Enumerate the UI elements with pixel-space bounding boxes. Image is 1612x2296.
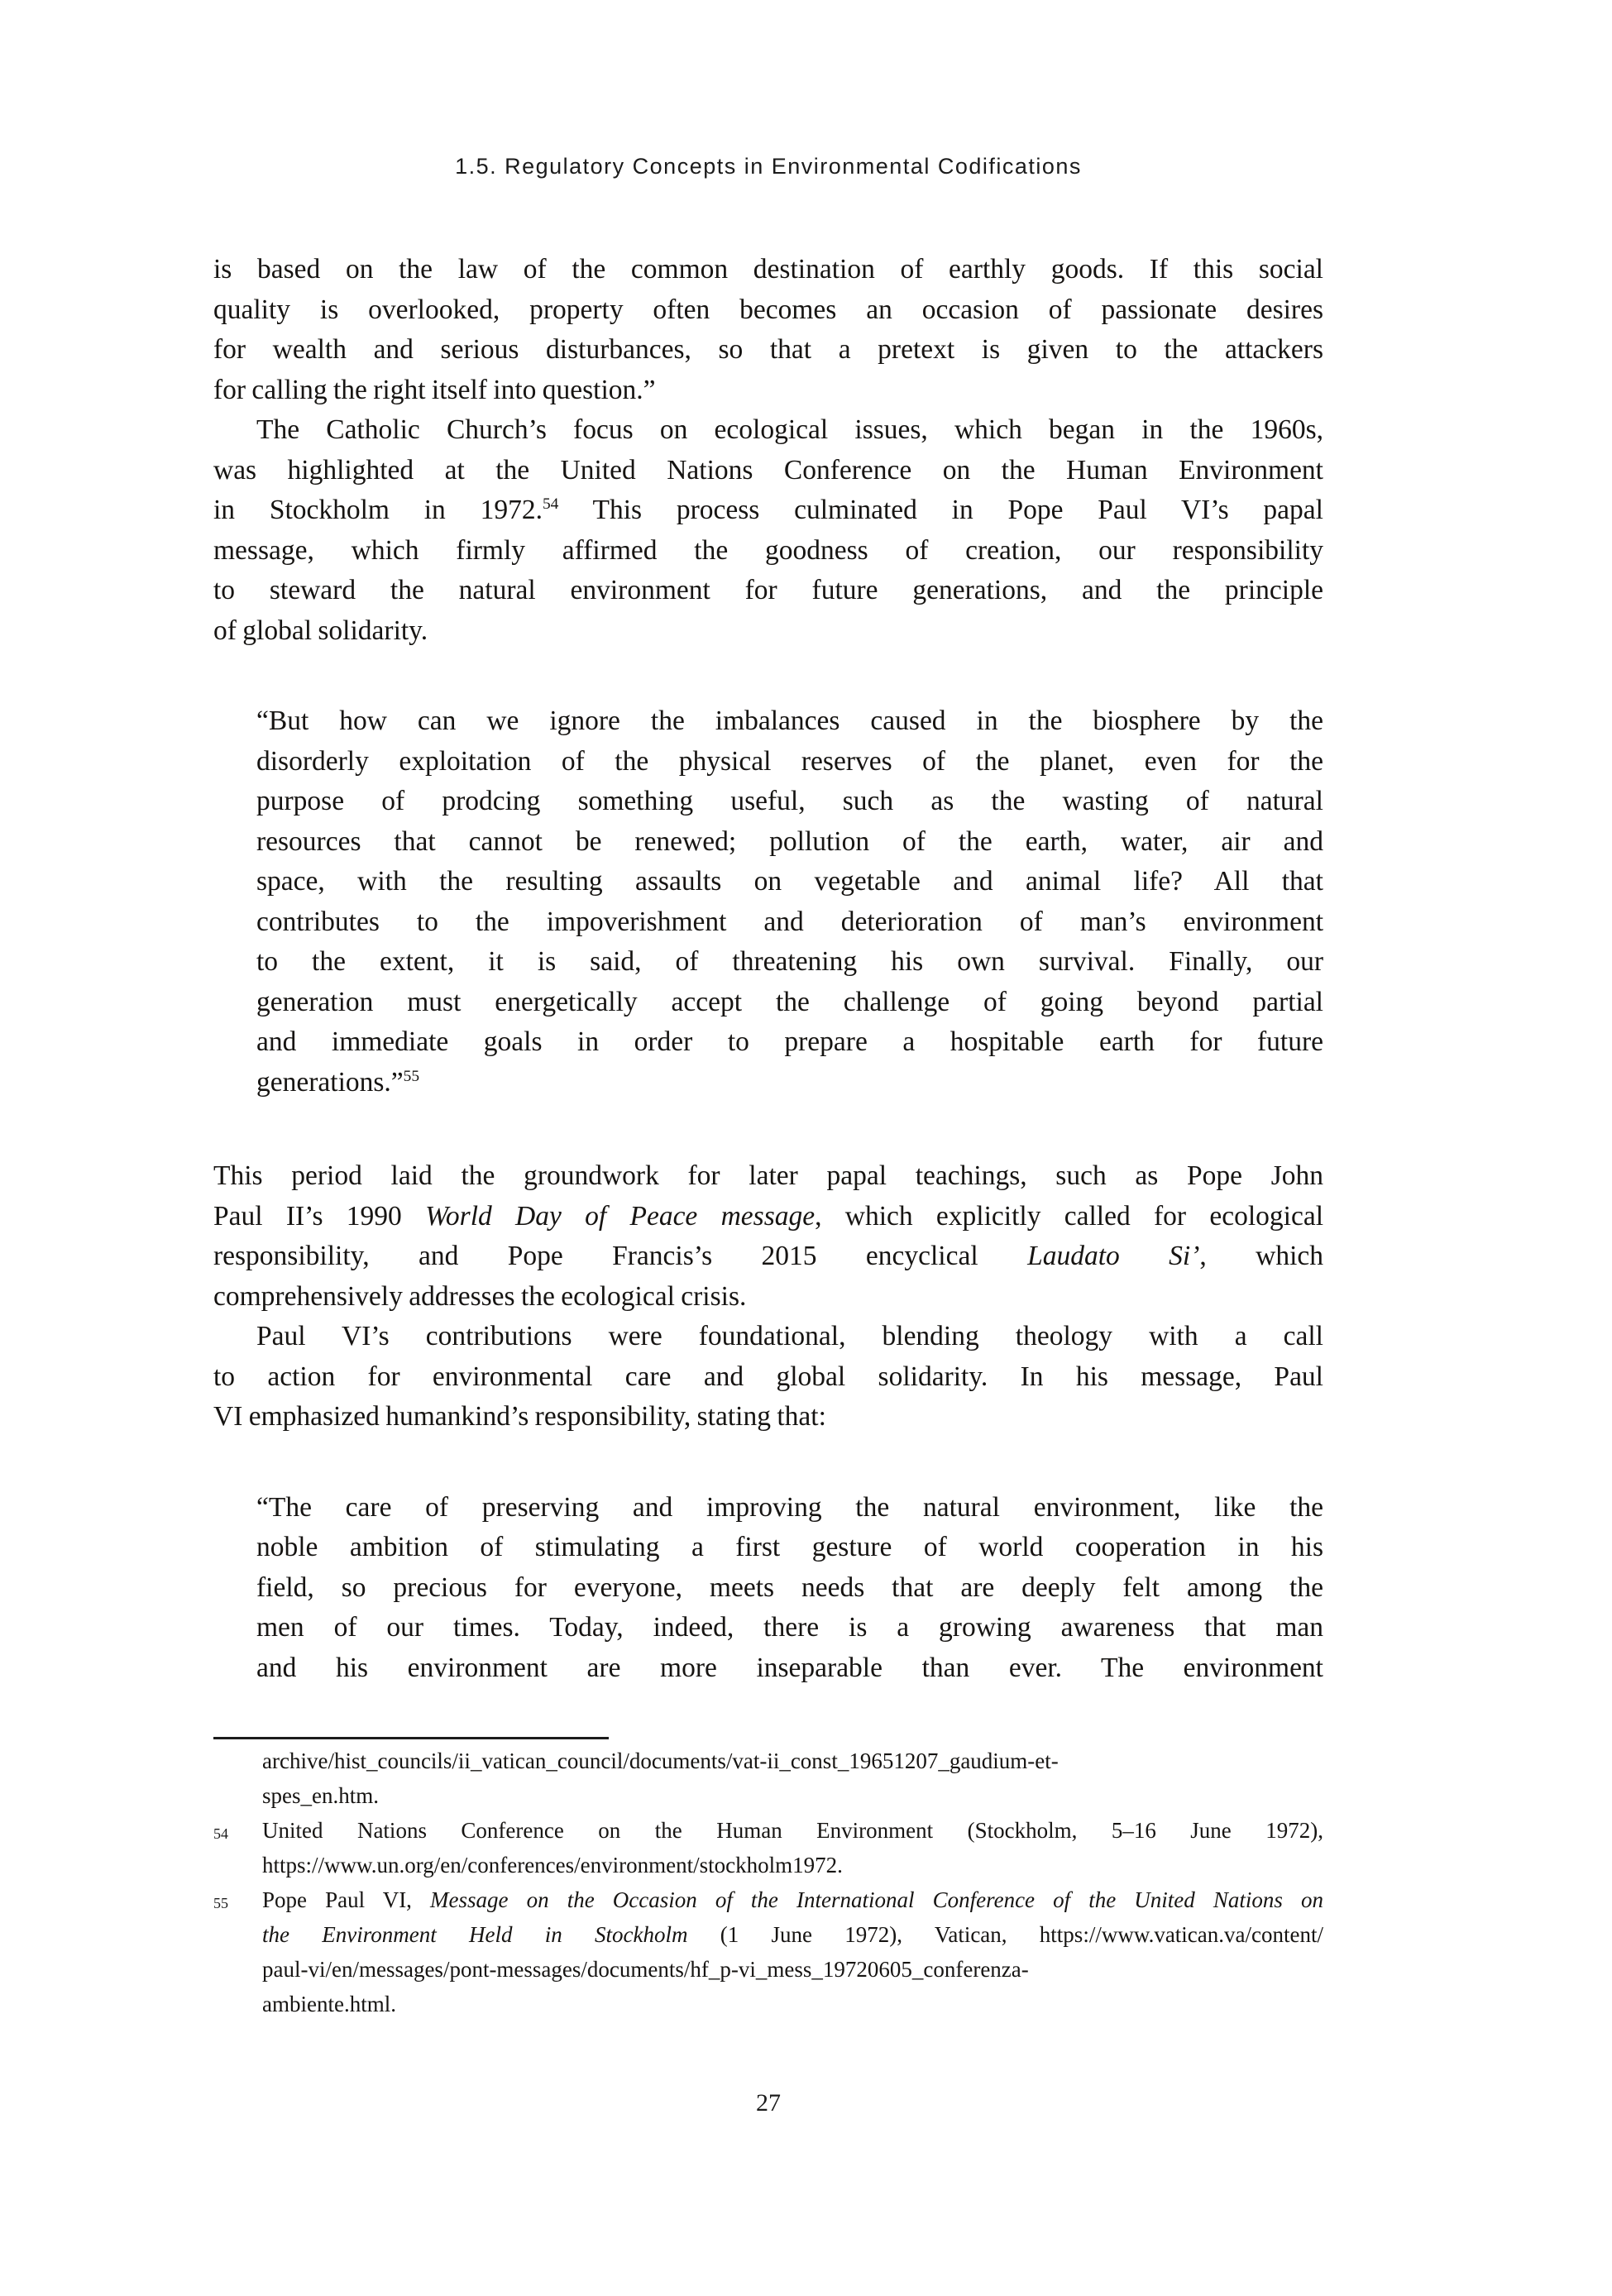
text-line: men of our times. Today, indeed, there is a growing awareness that man [256, 1612, 1323, 1643]
text-line: contributes to the impoverishment and deterioration of man’s environment [256, 906, 1323, 937]
text-line: and his environment are more inseparable than ever. The environment [256, 1652, 1323, 1683]
text-line: Paul VI’s contributions were foundational, blending theology with a call [256, 1321, 1323, 1351]
page-number: 27 [756, 2089, 781, 2117]
text-line: to action for environmental care and global solidarity. In his message, Paul [213, 1361, 1323, 1392]
text-line: field, so precious for everyone, meets needs that are deeply felt among the [256, 1571, 1323, 1603]
footnote-number: 54 [213, 1825, 228, 1842]
text-line: for calling the right itself into question.” [213, 374, 656, 405]
text-line: The Catholic Church’s focus on ecological issues, which began in the 1960s, [256, 414, 1323, 445]
text-line: purpose of prodcing something useful, such as the wasting of natural [256, 786, 1323, 816]
footnote-line: ambiente.html. [262, 1992, 396, 2016]
text-line: comprehensively addresses the ecological crisis. [213, 1280, 747, 1312]
text-line: “But how can we ignore the imbalances caused in the biosphere by the [256, 706, 1323, 736]
text-line: was highlighted at the United Nations Conference on the Human Environment [213, 454, 1323, 486]
paragraph [213, 250, 1323, 410]
footnote [213, 1744, 1323, 1813]
text-line: resources that cannot be renewed; pollution of the earth, water, air and [256, 825, 1323, 857]
text-line: message, which firmly affirmed the goodness of creation, our responsibility [213, 534, 1323, 566]
text-line: of global solidarity. [213, 615, 428, 646]
text-line: and immediate goals in order to prepare a hospitable earth for future [256, 1026, 1323, 1057]
text-line: to steward the natural environment for future generations, and the principle [213, 575, 1323, 605]
footnote-list [213, 1744, 1323, 2021]
footnote-line: https://www.un.org/en/conferences/environment/stockholm1972. [262, 1853, 843, 1877]
footnote-line: United Nations Conference on the Human Environment (Stockholm, 5–16 June 1972), [262, 1818, 1323, 1843]
block-quote [256, 1488, 1323, 1689]
paragraph [213, 410, 1323, 651]
footnote-number: 55 [213, 1895, 228, 1911]
footnote-line: spes_en.htm. [262, 1783, 379, 1808]
footnote [213, 1882, 1323, 2021]
text-line: VI emphasized humankind’s responsibility, stating that: [213, 1401, 826, 1432]
footnotes-section [213, 1737, 1323, 2021]
text-line: to the extent, it is said, of threatening his own survival. Finally, our [256, 946, 1323, 977]
text-line: generations.”$^{55}$ [256, 1066, 420, 1098]
text-line: space, with the resulting assaults on vegetable and animal life? All that [256, 866, 1323, 897]
footnote-line: paul-vi/en/messages/pont-messages/documents/hf_p-vi_mess_19720605_conferenza- [262, 1957, 1029, 1982]
text-line: disorderly exploitation of the physical reserves of the planet, even for the [256, 745, 1323, 777]
footnote-line: Pope Paul VI, Message on the Occasion of the International Conference of the United Nations on [262, 1887, 1323, 1912]
footnote-separator [213, 1737, 609, 1739]
text-line: “The care of preserving and improving the natural environment, like the [256, 1491, 1323, 1523]
running-header: 1.5. Regulatory Concepts in Environmental Codifications [455, 154, 1082, 179]
text-line: This period laid the groundwork for later papal teachings, such as Pope John [213, 1160, 1323, 1191]
text-line: responsibility, and Pope Francis’s 2015 encyclical Laudato Si’, which [213, 1241, 1323, 1271]
text-line: quality is overlooked, property often becomes an occasion of passionate desires [213, 294, 1323, 325]
text-line: generation must energetically accept the challenge of going beyond partial [256, 986, 1323, 1017]
footnote-line: the Environment Held in Stockholm (1 June 1972), Vatican, https://www.vatican.va/content/ [262, 1922, 1323, 1947]
text-line: noble ambition of stimulating a first gesture of world cooperation in his [256, 1532, 1323, 1562]
text-column [213, 250, 1323, 1742]
text-line: is based on the law of the common destination of earthly goods. If this social [213, 254, 1323, 285]
footnote-line: archive/hist_councils/ii_vatican_council/documents/vat-ii_const_19651207_gaudium-et- [262, 1748, 1059, 1773]
text-line: Paul II’s 1990 World Day of Peace message, which explicitly called for ecological [213, 1200, 1323, 1232]
text-line: for wealth and serious disturbances, so that a pretext is given to the attackers [213, 334, 1323, 365]
block-quote [256, 701, 1323, 1103]
text-line: in Stockholm in 1972.54 This process culminated in Pope Paul VI’s papal [213, 495, 1323, 525]
paragraph [213, 1156, 1323, 1317]
paragraph [213, 1317, 1323, 1437]
footnote [213, 1813, 1323, 1882]
